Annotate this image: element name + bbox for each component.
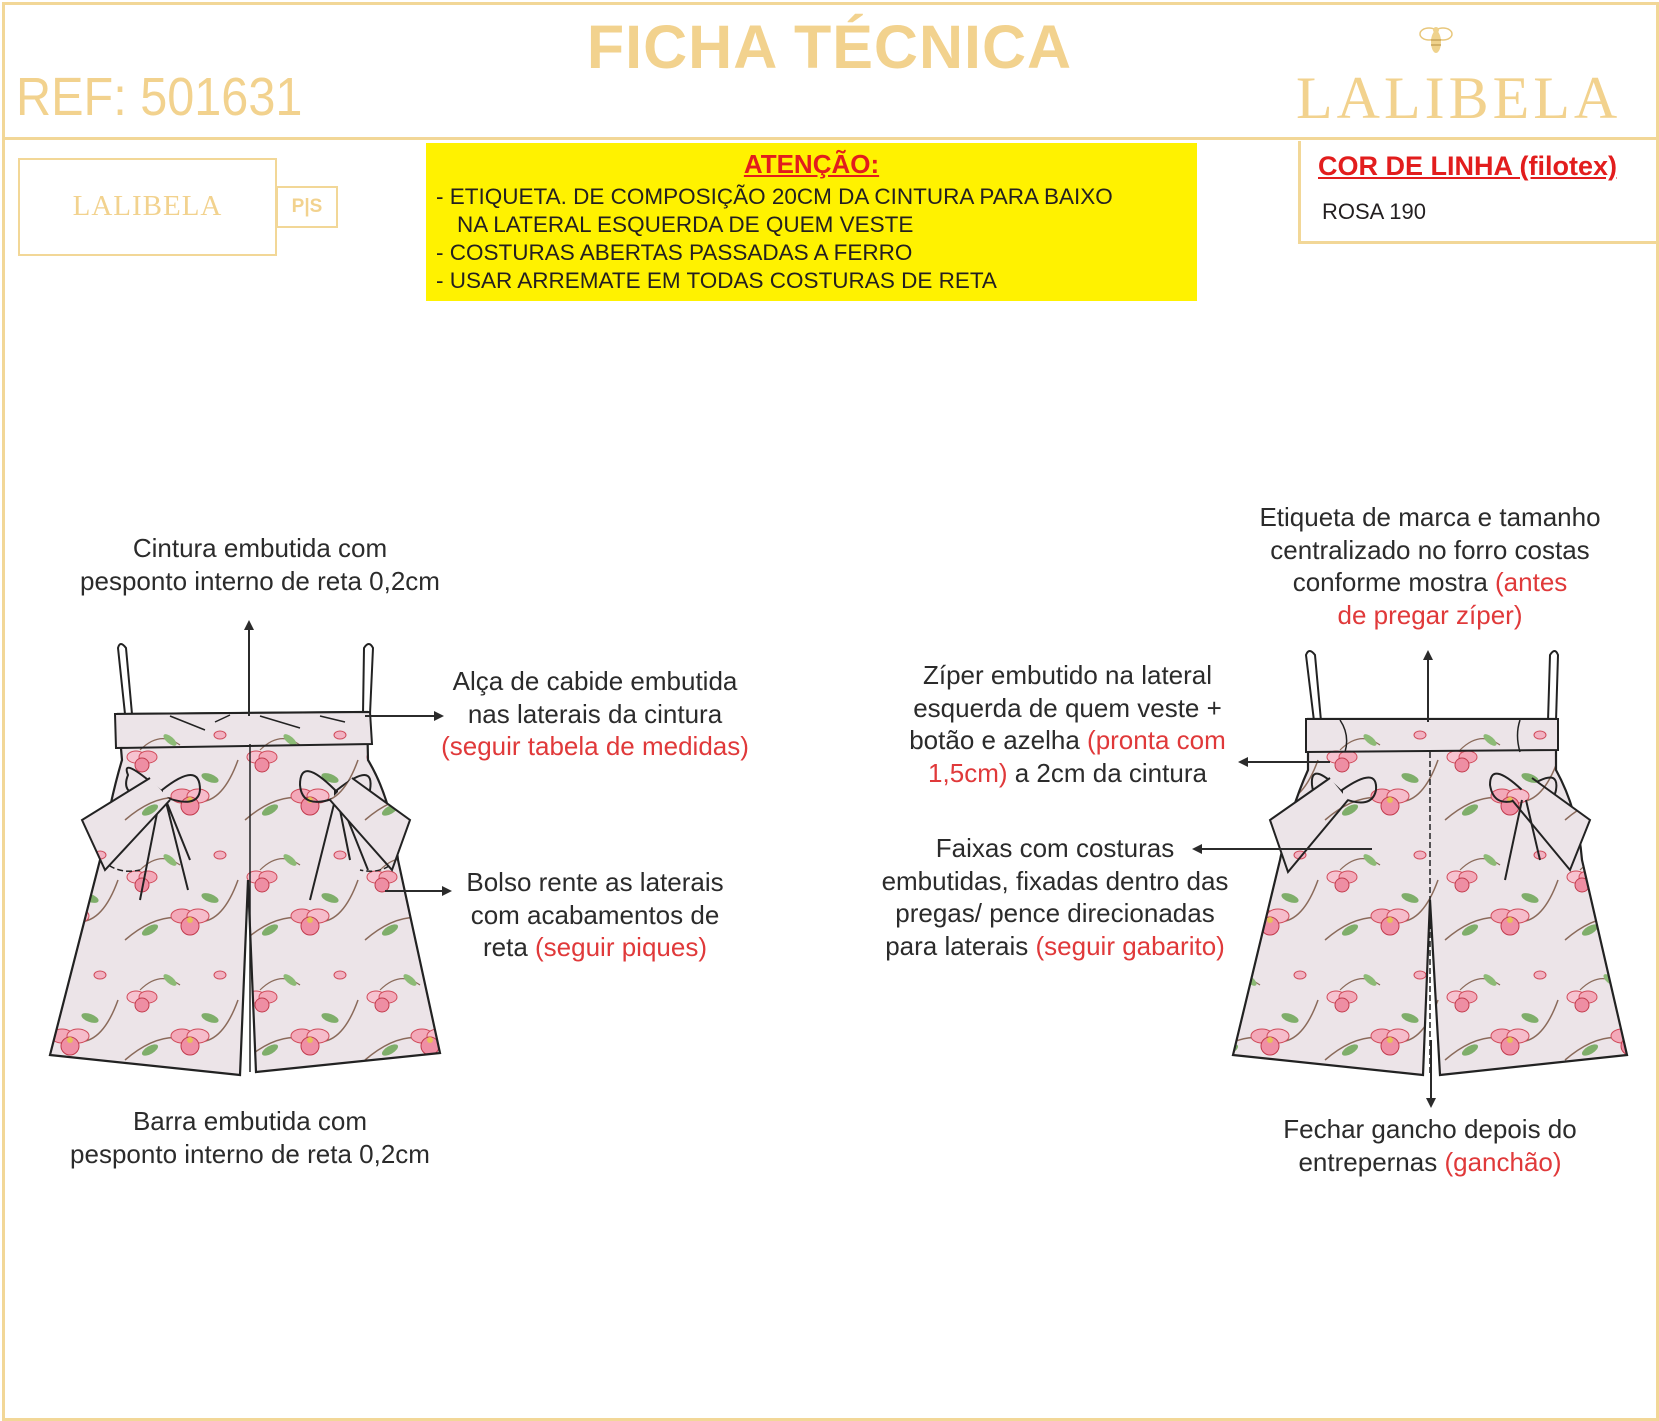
- thread-color-value: ROSA 190: [1322, 199, 1426, 224]
- front-view-sketch: [50, 644, 440, 1075]
- hanger-loop-note: Alça de cabide embutida nas laterais da cintura (seguir tabela de medidas): [441, 666, 749, 761]
- attention-line: NA LATERAL ESQUERDA DE QUEM VESTE: [457, 212, 914, 237]
- label-brand-text: LALIBELA: [72, 190, 223, 222]
- attention-line: - COSTURAS ABERTAS PASSADAS A FERRO: [436, 240, 913, 265]
- attention-title: ATENÇÃO:: [743, 149, 880, 179]
- back-view-sketch: [1233, 651, 1627, 1075]
- attention-line: - USAR ARREMATE EM TODAS COSTURAS DE RETA: [436, 268, 997, 293]
- page-title: FICHA TÉCNICA: [586, 13, 1073, 81]
- waist-note: Cintura embutida com pesponto interno de reta 0,2cm: [80, 533, 440, 596]
- hem-note: Barra embutida com pesponto interno de reta 0,2cm: [70, 1106, 430, 1169]
- attention-line: - ETIQUETA. DE COMPOSIÇÃO 20CM DA CINTURA PARA BAIXO: [436, 184, 1113, 209]
- thread-color-title: COR DE LINHA (filotex): [1318, 151, 1617, 181]
- zipper-note: Zíper embutido na lateral esquerda de quem veste + botão e azelha (pronta com 1,5cm) a 2cm da cintura: [909, 660, 1226, 788]
- reference-code: REF: 501631: [16, 67, 303, 127]
- crotch-note: Fechar gancho depois do entrepernas (ganchão): [1283, 1114, 1577, 1177]
- size-tag: P|S: [276, 186, 338, 228]
- brand-label-note: Etiqueta de marca e tamanho centralizado no forro costas conforme mostra (antes de pregar zíper): [1259, 502, 1601, 630]
- pocket-note: Bolso rente as laterais com acabamentos de reta (seguir piques): [466, 867, 724, 962]
- bands-note: Faixas com costuras embutidas, fixadas dentro das pregas/ pence direcionadas para laterais (seguir gabarito): [881, 833, 1229, 961]
- brand-logo: LALIBELA: [1296, 65, 1622, 131]
